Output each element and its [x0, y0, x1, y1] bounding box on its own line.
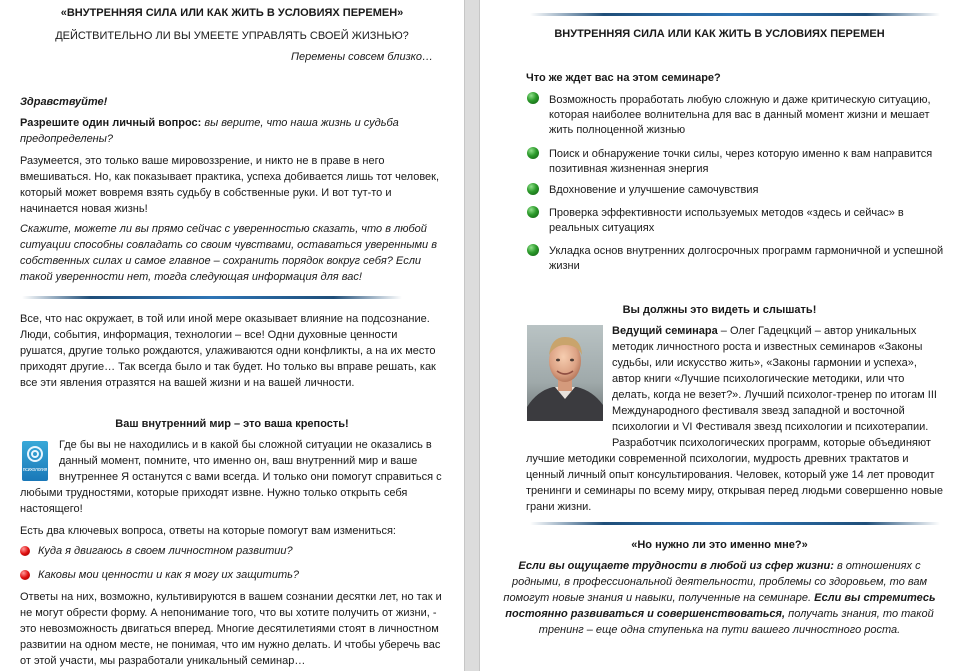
benefit-line: Укладка основ внутренних долгосрочных программ гармоничной и успешной [549, 245, 944, 257]
key-question: Куда я двигаюсь в своем личностном развитии? [38, 545, 293, 557]
green-bullet-icon [527, 244, 539, 256]
header-divider [530, 13, 940, 16]
host-full-line: лучшие методики современной психологии, мудрость древних трактатов и [526, 453, 909, 465]
greeting: Здравствуйте! [20, 96, 108, 108]
para4-line: настоящего! [20, 503, 83, 515]
para2-line: Скажите, можете ли вы прямо сейчас с уверенностью сказать, что в любой [20, 223, 427, 235]
para1-line: начинается новая жизнь! [20, 203, 148, 215]
question-bold: Разрешите один личный вопрос: [20, 117, 202, 129]
benefit-line: Возможность проработать любую сложную и даже критическую ситуацию, [549, 94, 931, 106]
para1-line: который может вовремя взять судьбу в собственные руки. И вот тут-то и [20, 187, 392, 199]
host-full-line: грани жизни. [526, 501, 592, 513]
host-label: Ведущий семинара [612, 325, 718, 337]
para3-line: рушатся, другие только рождаются, улаживаются одни конфликты, а на их место [20, 345, 436, 357]
para3-line: Люди, события, информация, технологии – все! Одни духовные ценности [20, 329, 398, 341]
section-divider [530, 522, 940, 525]
key-question: Каковы мои ценности и как я могу их защитить? [38, 569, 300, 581]
section-heading: Что же ждет вас на этом семинаре? [526, 72, 721, 84]
para1-line: Разумеется, это только ваше мировоззрение, и никто не в праве в него [20, 155, 385, 167]
red-bullet-icon [20, 570, 30, 580]
closing-line-1 [480, 558, 959, 574]
para3-line: приходят другие… Так всегда было и так будет. Но только вы вправе решать, как [20, 361, 436, 373]
benefit-line: Поиск и обнаружение точки силы, через которую именно к вам направится [549, 148, 933, 160]
para2-line: собственных силах и самое главное – сохранить порядок вокруг себя? Если [20, 255, 422, 267]
para6-line: это невозможность двигаться вперед. Многие десятилетиями стоят в личностном [20, 623, 439, 635]
question-heading: «Но нужно ли это именно мне?» [631, 539, 808, 551]
document-page-1 [0, 0, 464, 671]
closing-bold: Если вы стремитесь [814, 592, 936, 604]
para6-line: Ответы на них, возможно, культивируются в вашем сознании десятки лет, но так и [20, 591, 442, 603]
page1-subtitle: ДЕЙСТВИТЕЛЬНО ЛИ ВЫ УМЕЕТЕ УПРАВЛЯТЬ СВОЕЙ ЖИЗНЬЮ? [55, 30, 409, 42]
benefit-line: Проверка эффективности используемых методов «здесь и сейчас» в [549, 207, 904, 219]
closing-rest: в отношениях с [833, 560, 921, 572]
benefit-line: Вдохновение и улучшение самочувствия [549, 184, 759, 196]
page2-title: ВНУТРЕННЯЯ СИЛА ИЛИ КАК ЖИТЬ В УСЛОВИЯХ ПЕРЕМЕН [554, 28, 885, 40]
question-line-2: предопределены? [20, 133, 113, 145]
para1-line: вмешиваться. Но, как показывает практика, успеха добивается лишь тот человек, [20, 171, 440, 183]
host-line: Разработчик психологических программ, которые объединяют [612, 437, 931, 449]
logo-inner-ring-icon [31, 450, 39, 458]
page1-tagline: Перемены совсем близко… [291, 51, 433, 63]
para5: Есть два ключевых вопроса, ответы на которые помогут вам измениться: [20, 525, 396, 537]
host-photo [527, 325, 603, 421]
closing-line-5: тренинг – еще одна ступенька на пути вашего личностного роста. [538, 624, 901, 636]
closing-line-4 [480, 606, 959, 622]
page-gutter [464, 0, 480, 671]
heading-inner-world: Ваш внутренний мир – это ваша крепость! [115, 418, 349, 430]
red-bullet-icon [20, 546, 30, 556]
green-bullet-icon [527, 92, 539, 104]
green-bullet-icon [527, 206, 539, 218]
para3-line: Все, что нас окружает, в той или иной мере оказывает влияние на подсознание. [20, 313, 430, 325]
host-full-line: тренинги и семинары по всему миру, открывая перед людьми совершенно новые [526, 485, 944, 497]
host-line: Международного фестиваля звезд западной и восточной [612, 405, 905, 417]
section-divider [22, 296, 402, 299]
para6-line: развитии на одном месте, не понимая, что им нужно делать. И чтобы уберечь вас [20, 639, 441, 651]
closing-line-2: родными, в профессиональной деятельности, проблемы со здоровьем, то вам [511, 576, 928, 588]
host-line: методик личностного роста и известных семинаров «Законы [612, 341, 923, 353]
closing-bold: Если вы ощущаете трудности в любой из сфер жизни: [518, 560, 834, 572]
question-line-1 [20, 115, 399, 131]
benefit-line: жизни [549, 260, 580, 272]
closing-line-3 [480, 590, 959, 606]
psychology-logo [22, 441, 48, 481]
see-hear-heading: Вы должны это видеть и слышать! [622, 304, 817, 316]
para4-line: любыми трудностями, которые приходят извне. Нужно только открыть себя [20, 487, 408, 499]
green-bullet-icon [527, 147, 539, 159]
host-line: судьбы, или искусство жить», «Законы гармонии и успеха», [612, 357, 917, 369]
question-rest: вы верите, что наша жизнь и судьба [201, 117, 399, 129]
green-bullet-icon [527, 183, 539, 195]
host-line-rest: – Олег Гадецкций – автор уникальных [717, 325, 917, 337]
page1-title: «ВНУТРЕННЯЯ СИЛА ИЛИ КАК ЖИТЬ В УСЛОВИЯХ ПЕРЕМЕН» [60, 7, 404, 19]
host-line-1 [612, 323, 916, 339]
host-full-line: ценный личный опыт консультирования. Человек, который уже 14 лет проводит [526, 469, 935, 481]
closing-rest: помогут новые знания и навыки, полученные на семинаре. [503, 592, 815, 604]
host-portrait-icon [527, 325, 603, 421]
para4-line: данный момент, помните, что именно он, ваш внутренний мир и ваше [59, 455, 418, 467]
closing-bold: постоянно развиваться и совершенствоваться, [505, 608, 786, 620]
benefit-line: позитивная жизненная энергия [549, 163, 709, 175]
para2-line: ситуации способны совладать со своим чувствами, оставаться уверенными в [20, 239, 437, 251]
para3-line: все эти явления отразятся на вашей жизни и на вашей личности. [20, 377, 355, 389]
benefit-line: реальных ситуациях [549, 222, 655, 234]
para6-line: не могут обрести форму. А непонимание того, что вы хотите получить от жизни, - [20, 607, 437, 619]
para4-line: внутреннее Я останутся с вами всегда. И только они помогут справиться с [59, 471, 442, 483]
closing-rest: получать знания, то такой [785, 608, 934, 620]
logo-text: психология [22, 467, 48, 473]
para6-line: от этой участи, мы разработали уникальный семинар… [20, 655, 306, 667]
host-line: делать, когда не везет?». Лучший психолог-тренер по итогам III [612, 389, 937, 401]
host-line: автор книги «Лучшие психологические методики, или что [612, 373, 905, 385]
host-line: психологии и VI Фестиваля звезд психологии и психотерапии. [612, 421, 929, 433]
para2-line: такой уверенности нет, тогда следующая информация для вас! [20, 271, 362, 283]
para4-line: Где бы вы не находились и в какой бы сложной ситуации не оказались в [59, 439, 432, 451]
benefit-line: которая наиболее волнительна для вас в данный момент жизни и мешает [549, 109, 930, 121]
benefit-line: жить полноценной жизнью [549, 124, 686, 136]
